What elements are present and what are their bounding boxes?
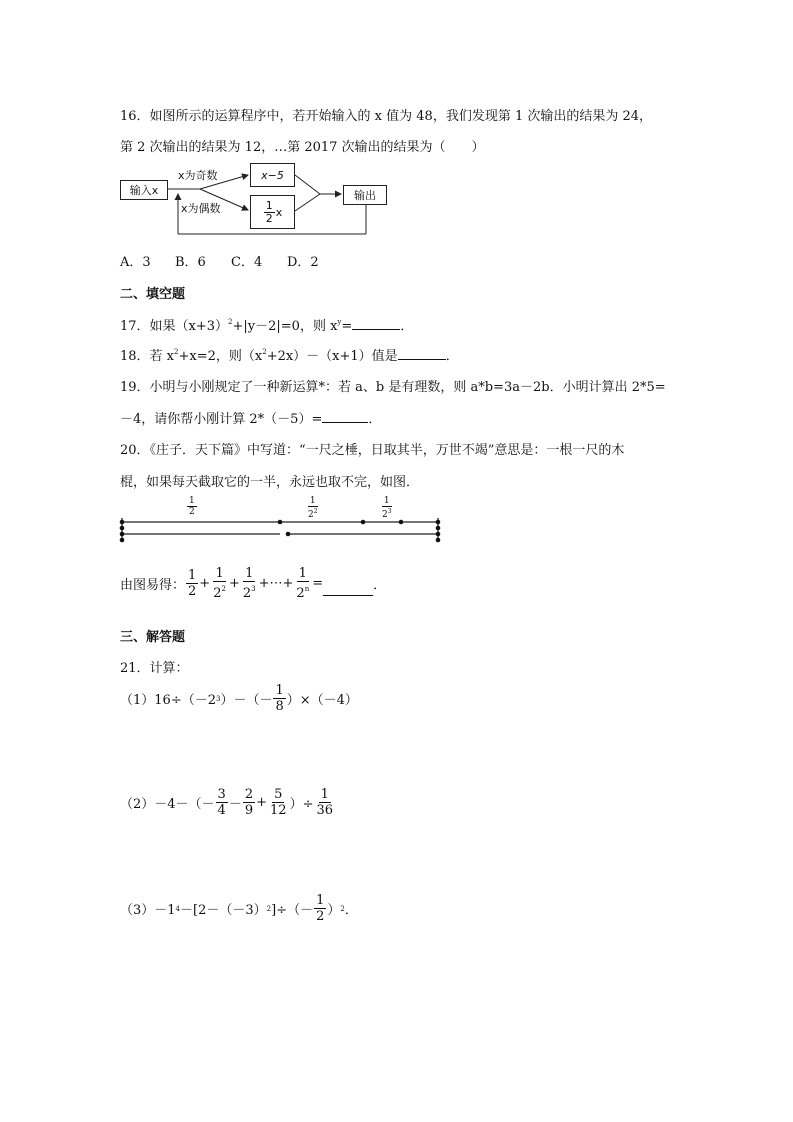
p3-sup3: 2 [340,904,345,913]
p2-frac-2: $\frac{2}{9}$ [244,787,254,818]
q17-sup2: y [337,318,342,326]
p3-fraction: $\frac{1}{2}$ [316,893,325,924]
q18-text-a: 18．若 x [120,349,175,364]
p2-frac-3: $\frac{5}{12}$ [270,787,287,818]
q18-answer-blank[interactable] [398,347,446,360]
series-term-1: $\frac{1}{2}$ [188,568,197,599]
q17-sup1: 2 [228,318,233,326]
q21-part3 [120,893,358,924]
seg-label-3 [380,496,394,520]
p2-text-b: ）÷ [289,797,314,812]
p1-sup: 3 [215,694,221,703]
p3-text-e: ． [344,903,358,918]
p2-minus: － [228,797,242,812]
series-ellipsis: +⋯+ [258,576,294,591]
plus-2: + [228,576,240,591]
flow-input-box: 输入x [120,180,168,200]
flowchart-arrows [0,0,793,260]
p3-text-b: －[2－（－3） [180,903,267,918]
p1-text-b: ）－（－ [220,693,273,708]
q19-text-a: －4，请你帮小刚计算 2*（－5）= [120,412,323,427]
q16-options [120,251,319,270]
seg-label-1 [187,496,197,517]
option-c: C．4 [231,255,263,270]
q17 [120,315,413,334]
q21-part1 [120,683,358,714]
series-end: ． [373,578,387,593]
q20-answer-blank[interactable] [323,583,373,596]
flow-even-label: x为偶数 [181,202,221,215]
seg-label-2 [306,496,320,520]
flowchart [0,0,793,260]
q19-answer-blank[interactable] [322,410,368,423]
q19-line2 [120,408,381,427]
stick-lines [0,490,793,550]
p2-frac-4: $\frac{1}{36}$ [316,787,334,818]
q21-title: 21．计算： [120,661,189,676]
q17-text-c: = [341,319,353,334]
series-term-3: $\frac{1}{2^3}$ [242,566,256,601]
p1-text-c: ）×（－4） [286,693,358,708]
q20-series [120,566,386,601]
series-equals: = [312,576,324,591]
plus-1: + [199,576,211,591]
q16-line1: 16．如图所示的运算程序中，若开始输入的 x 值为 48，我们发现第 1 次输出的结果为 24， [120,109,653,124]
series-term-2: $\frac{1}{2^2}$ [213,566,226,601]
flow-half-den: 2 [265,211,273,225]
seg-1-num: 1 [189,496,195,506]
seg-1-den: 2 [189,507,195,517]
flow-half-var: x [275,205,283,219]
q17-text-d: ． [400,319,414,334]
stick-diagram [0,490,793,550]
flow-half-box [250,195,295,229]
q18-text-b: +x=2，则（x [178,349,263,364]
q17-text-a: 17．如果（x+3） [120,319,229,334]
p1-fraction: $\frac{1}{8}$ [275,683,284,714]
seg-2-num: 1 [309,496,316,506]
q17-text-b: +|y－2|=0，则 x [232,319,338,334]
q18-sup2: 2 [262,348,267,356]
seg-3-den: $2^3$ [382,508,392,520]
seg-2-den: $2^2$ [308,508,318,520]
flow-output-box: 输出 [343,185,387,205]
seg-3-num: 1 [383,496,390,506]
flow-odd-label: x为奇数 [178,169,218,182]
q19-line1: 19．小明与小刚规定了一种新运算*：若 a、b 是有理数，则 a*b=3a－2b．小明计算出 2*5= [120,380,666,395]
section-solve-title: 三、解答题 [120,630,186,645]
p2-plus: + [256,795,268,810]
option-a: A．3 [120,255,151,270]
flow-subtract-box: x−5 [250,163,295,187]
p1-text-a: （1）16÷（－2 [120,693,216,708]
p3-sup1: 4 [175,904,181,913]
q18-text-d: ． [445,349,459,364]
flow-half-num: 1 [265,198,273,212]
p2-text-a: （2）－4－（－ [120,797,215,812]
q20-prefix: 由图易得： [120,578,186,593]
q17-answer-blank[interactable] [352,317,400,330]
p3-text-c: ]÷（－ [271,903,314,918]
p3-sup2: 2 [266,904,272,913]
p3-text-d: ） [327,903,341,918]
q19-text-b: ． [368,412,382,427]
q18 [120,345,459,364]
p2-frac-1: $\frac{3}{4}$ [217,787,226,818]
q21-part2 [120,787,336,818]
q18-sup1: 2 [174,348,179,356]
option-d: D．2 [287,255,319,270]
section-fill-in-title: 二、填空题 [120,287,186,302]
q18-text-c: +2x）－（x+1）值是 [266,349,398,364]
series-term-n: $\frac{1}{2^n}$ [296,566,310,601]
q20-line1: 20．《庄子．天下篇》中写道：“一尺之棰，日取其半，万世不竭”意思是：一根一尺的木 [120,443,625,458]
q16-line2: 第 2 次输出的结果为 12，…第 2017 次输出的结果为（ ） [120,140,485,155]
option-b: B．6 [175,255,206,270]
q20-line2: 棍，如果每天截取它的一半，永远也取不完，如图． [120,475,420,490]
p3-text-a: （3）－1 [120,903,176,918]
